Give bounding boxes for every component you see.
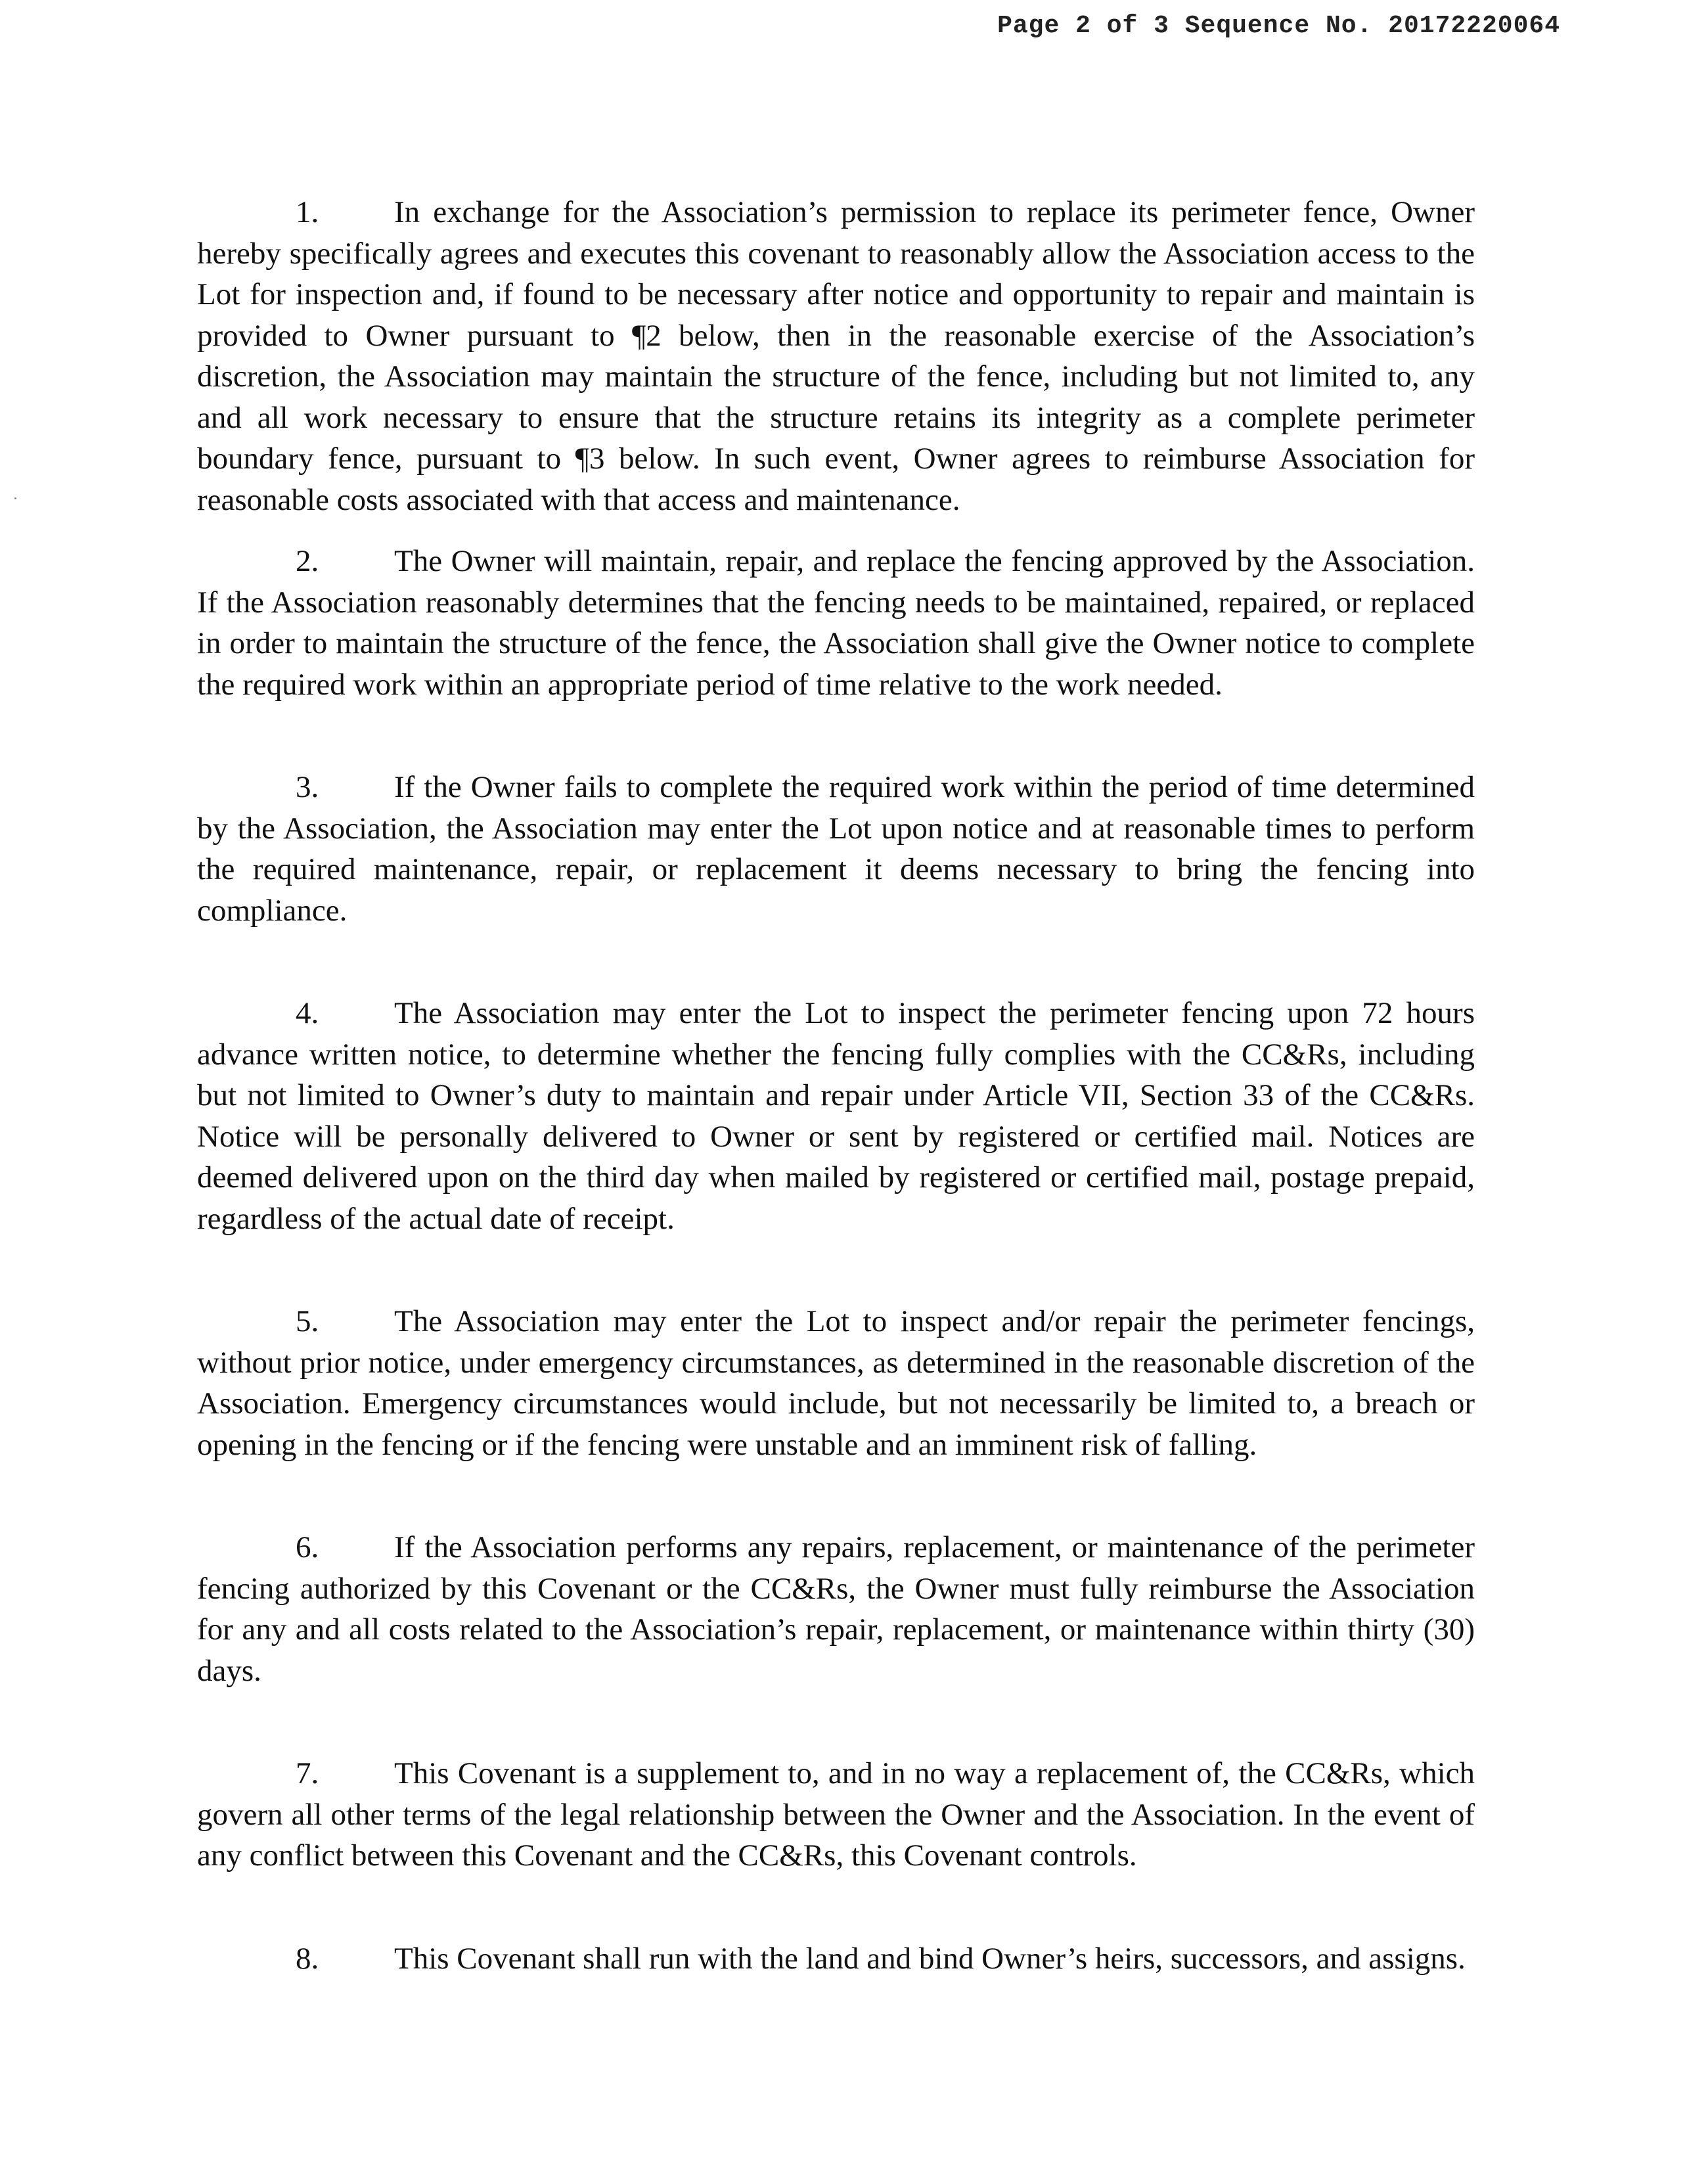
covenant-body	[197, 192, 1475, 1979]
paragraph-6	[197, 1527, 1475, 1691]
paragraph-8	[197, 1938, 1475, 1980]
paragraph-7-text: This Covenant is a supplement to, and in no way a replacement of, the CC&Rs, which govern all other terms of the legal relationship between the Owner and the Association. In the event of any conflict between this Covenant and the CC&Rs, this Covenant controls.	[197, 1756, 1475, 1873]
paragraph-5	[197, 1301, 1475, 1465]
paragraph-2	[197, 541, 1475, 705]
paragraph-2-text: The Owner will maintain, repair, and replace the fencing approved by the Association. If the Association reasonably determines that the fencing needs to be maintained, repaired, or replaced in order to maintain the structure of the fence, the Association shall give the Owner notice to complete the required work within an appropriate period of time relative to the work needed.	[197, 544, 1475, 702]
paragraph-1	[197, 192, 1475, 520]
paragraph-3	[197, 767, 1475, 931]
paragraph-4-text: The Association may enter the Lot to inspect the perimeter fencing upon 72 hours advance written notice, to determine whether the fencing fully complies with the CC&Rs, including but not limited to Owner’s duty to maintain and repair under Article VII, Section 33 of the CC&Rs. Notice will be personally delivered to Owner or sent by registered or certified mail. Notices are deemed delivered upon on the third day when mailed by registered or certified mail, postage prepaid, regardless of the actual date of receipt.	[197, 996, 1475, 1236]
paragraph-7-number: 7.	[296, 1756, 319, 1790]
paragraph-6-number: 6.	[296, 1530, 319, 1564]
scan-speck	[14, 497, 16, 499]
page-sequence-header: Page 2 of 3 Sequence No. 20172220064	[997, 12, 1560, 40]
paragraph-1-number: 1.	[296, 195, 319, 229]
paragraph-5-text: The Association may enter the Lot to inspect and/or repair the perimeter fencings, without prior notice, under emergency circumstances, as determined in the reasonable discretion of the Association. Emergency circumstances would include, but not necessarily be limited to, a breach or opening in the fencing or if the fencing were unstable and an imminent risk of falling.	[197, 1304, 1475, 1462]
paragraph-2-number: 2.	[296, 544, 319, 578]
paragraph-8-text: This Covenant shall run with the land and bind Owner’s heirs, successors, and assigns.	[394, 1941, 1466, 1976]
paragraph-6-text: If the Association performs any repairs, replacement, or maintenance of the perimeter fencing authorized by this Covenant or the CC&Rs, the Owner must fully reimburse the Association for any and all costs related to the Association’s repair, replacement, or maintenance within thirty (30) days.	[197, 1530, 1475, 1688]
paragraph-4	[197, 993, 1475, 1239]
paragraph-3-number: 3.	[296, 770, 319, 804]
paragraph-4-number: 4.	[296, 996, 319, 1030]
paragraph-5-number: 5.	[296, 1304, 319, 1338]
paragraph-1-text: In exchange for the Association’s permission to replace its perimeter fence, Owner hereby specifically agrees and executes this covenant to reasonably allow the Association access to the Lot for inspection and, if found to be necessary after notice and opportunity to repair and maintain is provided to Owner pursuant to ¶2 below, then in the reasonable exercise of the Association’s discretion, the Association may maintain the structure of the fence, including but not limited to, any and all work necessary to ensure that the structure retains its integrity as a complete perimeter boundary fence, pursuant to ¶3 below. In such event, Owner agrees to reimburse Association for reasonable costs associated with that access and maintenance.	[197, 195, 1475, 517]
paragraph-7	[197, 1753, 1475, 1877]
paragraph-8-number: 8.	[296, 1941, 319, 1976]
paragraph-3-text: If the Owner fails to complete the required work within the period of time determined by the Association, the Association may enter the Lot upon notice and at reasonable times to perform the required maintenance, repair, or replacement it deems necessary to bring the fencing into compliance.	[197, 770, 1475, 928]
